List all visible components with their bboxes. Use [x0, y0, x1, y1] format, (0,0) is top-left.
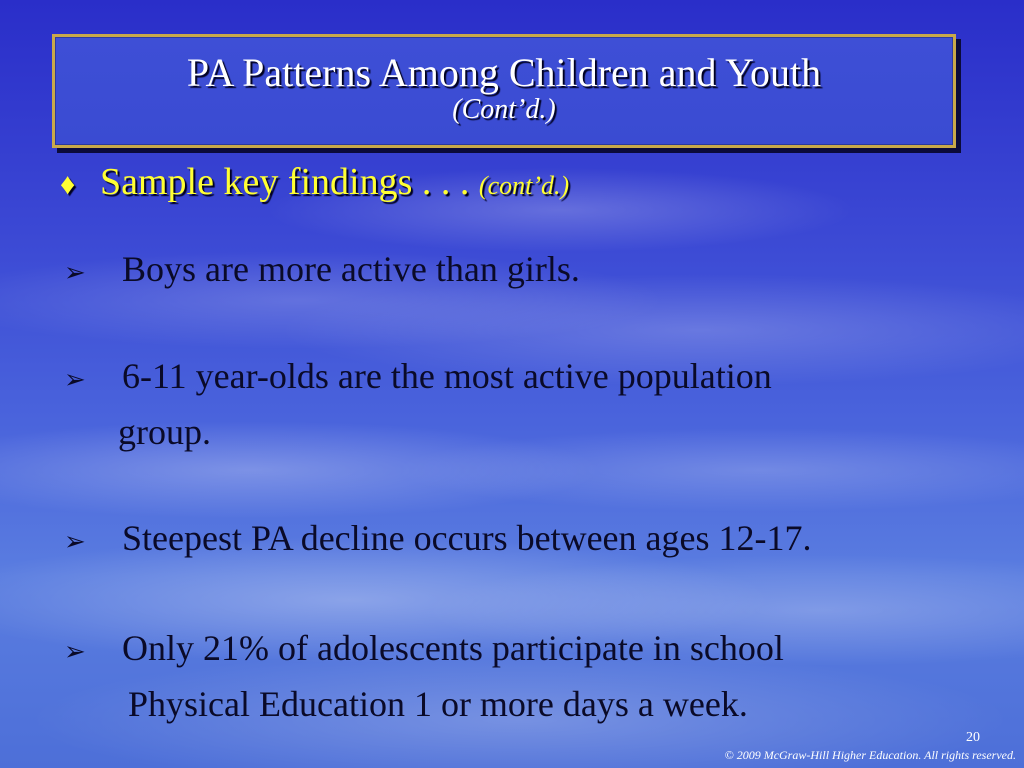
bullet-text-continued: group.: [118, 412, 211, 452]
bullet-text: Boys are more active than girls.: [122, 249, 580, 289]
bullet-item: [64, 243, 1004, 299]
slide-title: PA Patterns Among Children and Youth: [186, 50, 822, 95]
heading-text: Sample key findings . . .: [100, 161, 479, 203]
bullet-text: 6-11 year-olds are the most active population: [122, 356, 772, 396]
arrow-bullet-icon: ➢: [64, 258, 86, 288]
arrow-bullet-icon: ➢: [64, 637, 86, 667]
bullet-item: [64, 350, 1004, 458]
bullet-text: Only 21% of adolescents participate in school: [122, 628, 784, 668]
section-heading: [60, 160, 569, 204]
diamond-bullet-icon: ♦: [60, 168, 76, 201]
slide-subtitle: (Cont’d.): [452, 94, 556, 125]
copyright-notice: © 2009 McGraw-Hill Higher Education. All rights reserved.: [724, 748, 1016, 762]
bullet-item: [64, 622, 1004, 730]
bullet-text-continued: Physical Education 1 or more days a week.: [128, 684, 748, 724]
bullet-text: Steepest PA decline occurs between ages 12-17.: [122, 518, 812, 558]
heading-continued: (cont’d.): [478, 171, 570, 200]
bullet-item: [64, 512, 1004, 568]
arrow-bullet-icon: ➢: [64, 527, 86, 557]
arrow-bullet-icon: ➢: [64, 365, 86, 395]
title-box: [52, 34, 956, 148]
slide-number: 20: [966, 730, 980, 745]
